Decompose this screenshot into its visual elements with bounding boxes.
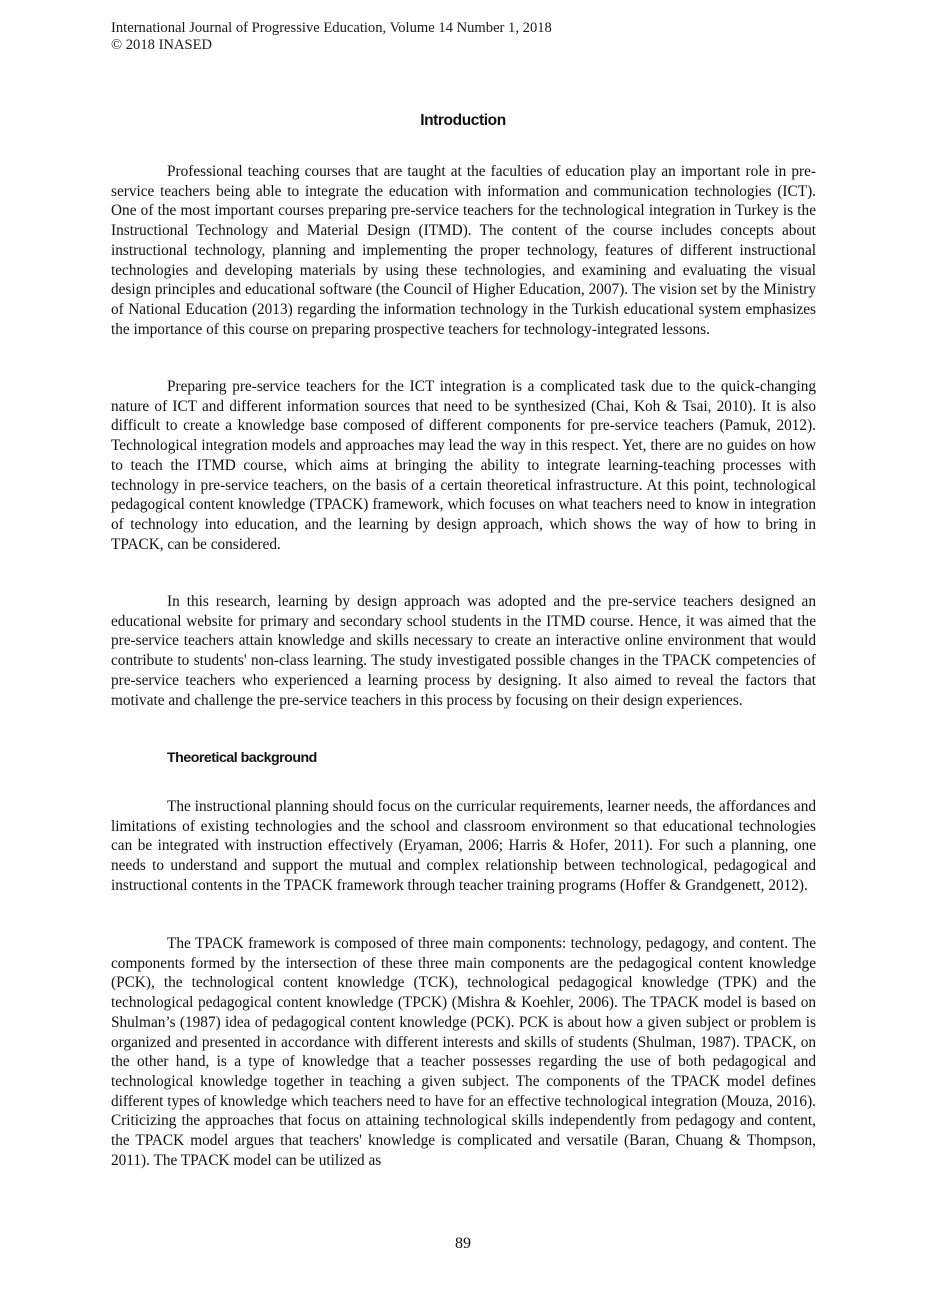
paragraph-text: The instructional planning should focus on the curricular requirements, learner needs, the affordances and limitations of existing technologies and the school and classroom environment so that educational technologies can be integrated with instruction effectively (Eryaman, 2006; Harris & Hofer, 2011). For such a planning, one needs to understand and support the mutual and complex relationship between technological, pedagogical and instructional contents in the TPACK framework through teacher training programs (Hoffer & Grandgenett, 2012). [111, 798, 816, 894]
paragraph-text: The TPACK framework is composed of three main components: technology, pedagogy, and content. The components formed by the intersection of these three main components are the pedagogical content knowledge (PCK), the technological content knowledge (TCK), technological pedagogical knowledge (TPK) and the technological pedagogical content knowledge (TPCK) (Mishra & Koehler, 2006). The TPACK model is based on Shulman’s (1987) idea of pedagogical content knowledge (PCK). PCK is about how a given subject or problem is organized and presented in accordance with different interests and skills of students (Shulman, 1987). TPACK, on the other hand, is a type of knowledge that a teacher possesses regarding the use of both pedagogical and technological knowledge together in teaching a given subject. The components of the TPACK model defines different types of knowledge which teachers need to have for an effective technological integration (Mouza, 2016). Criticizing the approaches that focus on attaining technological skills independently from pedagogy and content, the TPACK model argues that teachers' knowledge is complicated and versatile (Baran, Chuang & Thompson, 2011). The TPACK model can be utilized as [111, 935, 816, 1169]
journal-citation-line: International Journal of Progressive Education, Volume 14 Number 1, 2018 [111, 20, 552, 36]
paragraph-text: Preparing pre-service teachers for the ICT integration is a complicated task due to the quick-changing nature of ICT and different information sources that need to be synthesized (Chai, Koh & Tsai, 2010). It is also difficult to create a knowledge base composed of different components for pre-service teachers (Pamuk, 2012). Technological integration models and approaches may lead the way in this respect. Yet, there are no guides on how to teach the ITMD course, which aims at bringing the ability to integrate learning-teaching processes with technology in pre-service teachers, on the basis of a certain theoretical infrastructure. At this point, technological pedagogical content knowledge (TPACK) framework, which focuses on what teachers need to know in integration of technology into education, and the learning by design approach, which shows the way of how to bring in TPACK, can be considered. [111, 378, 816, 553]
paragraph-text: In this research, learning by design approach was adopted and the pre-service teachers designed an educational website for primary and secondary school students in the ITMD course. Hence, it was aimed that the pre-service teachers attain knowledge and skills necessary to create an interactive online environment that would contribute to students' non-class learning. The study investigated possible changes in the TPACK competencies of pre-service teachers who experienced a learning process by designing. It also aimed to reveal the factors that motivate and challenge the pre-service teachers in this process by focusing on their design experiences. [111, 593, 816, 709]
theoretical-background-paragraph-1 [111, 797, 816, 896]
introduction-paragraph-2 [111, 377, 816, 554]
running-header [111, 20, 552, 54]
subsection-title-theoretical-background: Theoretical background [167, 750, 317, 766]
page-number: 89 [455, 1235, 471, 1252]
section-title-introduction: Introduction [420, 112, 506, 129]
introduction-paragraph-1 [111, 162, 816, 339]
theoretical-background-paragraph-2 [111, 934, 816, 1170]
copyright-line: © 2018 INASED [111, 37, 213, 53]
paragraph-text: Professional teaching courses that are taught at the faculties of education play an important role in pre-service teachers being able to integrate the education with information and communication technologies (ICT). One of the most important courses preparing pre-service teachers for the technological integration in Turkey is the Instructional Technology and Material Design (ITMD). The content of the course includes concepts about instructional technology, planning and implementing the proper technology, features of different instructional technologies and developing materials by using these technologies, and examining and evaluating the visual design principles and educational software (the Council of Higher Education, 2007). The vision set by the Ministry of National Education (2013) regarding the information technology in the Turkish educational system emphasizes the importance of this course on preparing prospective teachers for technology-integrated lessons. [111, 163, 816, 338]
introduction-paragraph-3 [111, 592, 816, 710]
